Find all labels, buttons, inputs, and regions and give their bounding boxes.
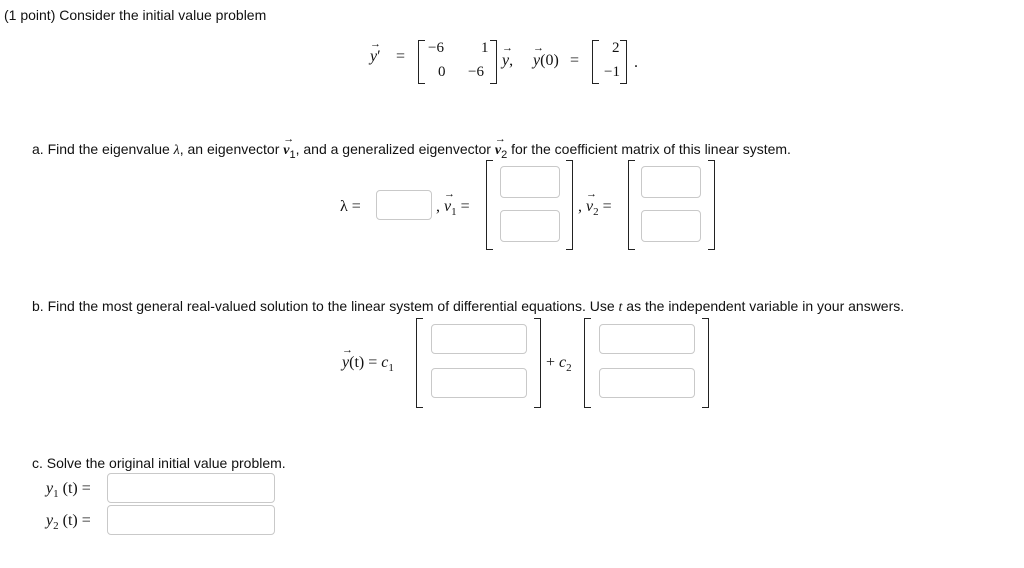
generalized-eigenvector-v2-bottom-input[interactable] — [641, 210, 701, 242]
vector-arrow-icon: → — [283, 133, 295, 145]
y2-label: $y_2$ (t) = — [46, 512, 91, 533]
vector-arrow-icon: → — [533, 42, 544, 54]
ic-equals-sign: = — [570, 52, 580, 69]
problem-title: (1 point) Consider the initial value problem — [4, 7, 267, 23]
ic-right-bracket — [620, 40, 627, 84]
vector-arrow-icon: → — [494, 133, 506, 145]
v1-left-bracket — [486, 160, 493, 250]
vector-arrow-icon: → — [342, 344, 353, 356]
vector-arrow-icon: → — [370, 38, 381, 50]
ic-bottom-value: −1 — [604, 64, 620, 80]
y1-answer-input[interactable] — [107, 473, 275, 503]
solution-vector2-top-input[interactable] — [599, 324, 695, 354]
matrix-left-bracket — [418, 40, 425, 84]
vector-arrow-icon: → — [444, 188, 455, 200]
sol2-left-bracket — [584, 318, 591, 408]
system-lhs: → y′ — [370, 38, 381, 65]
solution-vector2-bottom-input[interactable] — [599, 368, 695, 398]
solution-vector1-bottom-input[interactable] — [431, 368, 527, 398]
sol1-left-bracket — [416, 318, 423, 408]
equals-sign: = — [396, 48, 406, 65]
matrix-a11: −6 — [428, 40, 444, 56]
vector-arrow-icon: → — [502, 42, 513, 54]
equation-period: . — [634, 54, 638, 71]
sol1-right-bracket — [534, 318, 541, 408]
y1-label: $y_1$ (t) = — [46, 480, 91, 501]
generalized-eigenvector-v2-top-input[interactable] — [641, 166, 701, 198]
system-rhs-var: → y, — [502, 42, 514, 69]
v1-label: , → $v_1$ = — [436, 188, 470, 219]
part-b-instructions: b. Find the most general real-valued solution to the linear system of differential equations. Use t as the independent variable in your answers. — [32, 298, 905, 315]
eigenvector-v1-top-input[interactable] — [500, 166, 560, 198]
solution-vector1-top-input[interactable] — [431, 324, 527, 354]
sol2-right-bracket — [702, 318, 709, 408]
part-c-instructions: c. Solve the original initial value problem. — [32, 455, 286, 471]
v1-right-bracket — [566, 160, 573, 250]
ic-top-value: 2 — [612, 40, 620, 56]
v2-left-bracket — [628, 160, 635, 250]
matrix-a12: 1 — [481, 40, 489, 56]
v2-right-bracket — [708, 160, 715, 250]
part-a-instructions: a. Find the eigenvalue λ, an eigenvector → $v_1$, and a generalized eigenvector → $v_2$ for the coefficient matrix of this linear system. — [32, 133, 791, 161]
vector-arrow-icon: → — [586, 188, 597, 200]
general-solution-label: → $y(t) = c_1$ — [342, 344, 394, 375]
matrix-a21: 0 — [438, 64, 446, 80]
v2-label: , → $v_2$ = — [578, 188, 612, 219]
plus-c2-label: + $c_2$ — [546, 354, 572, 375]
ic-left-bracket — [592, 40, 599, 84]
matrix-right-bracket — [490, 40, 497, 84]
eigenvector-v1-bottom-input[interactable] — [500, 210, 560, 242]
initial-condition-lhs: → y(0) — [533, 42, 559, 69]
lambda-label: λ = — [340, 198, 361, 215]
eigenvalue-input[interactable] — [376, 190, 432, 220]
y2-answer-input[interactable] — [107, 505, 275, 535]
matrix-a22: −6 — [468, 64, 484, 80]
